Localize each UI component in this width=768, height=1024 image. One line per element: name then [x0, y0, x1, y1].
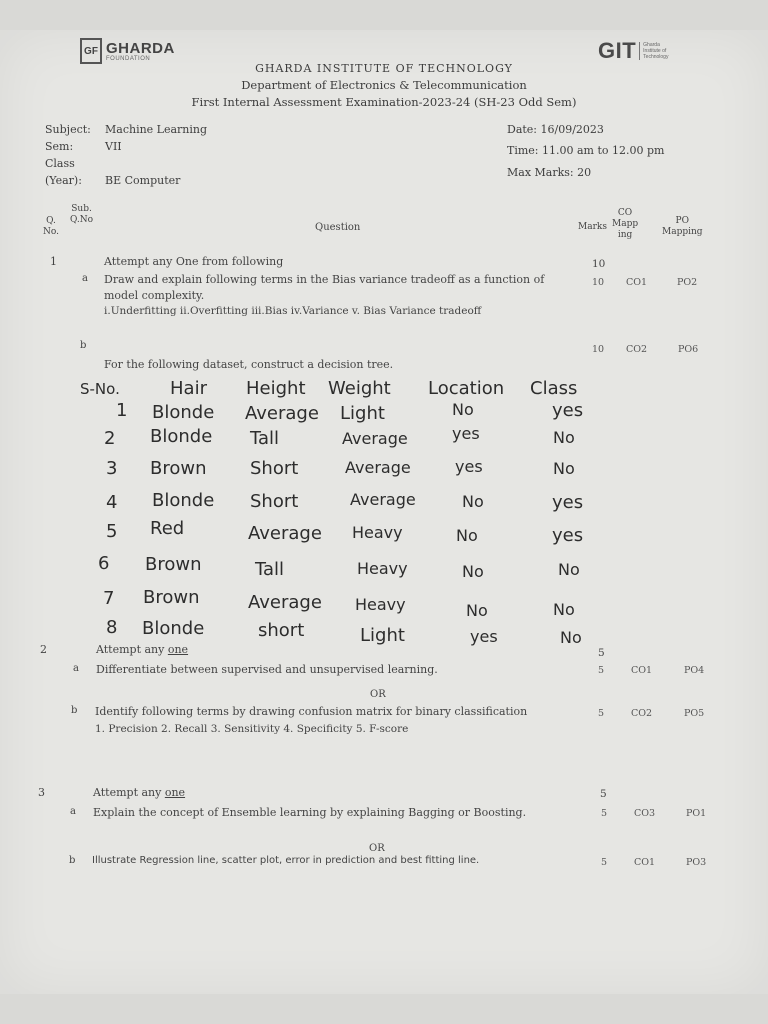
q2a-text: Differentiate between supervised and unsupervised learning. — [96, 663, 438, 676]
max-marks: Max Marks: 20 — [507, 166, 592, 179]
git-logo-sub: Gharda Institute of Technology — [639, 42, 668, 60]
dataset-cell: Average — [248, 592, 322, 613]
q3-instruction: Attempt any one — [93, 786, 186, 799]
q3b-text: Illustrate Regression line, scatter plot, error in prediction and best fitting line. — [92, 855, 480, 866]
q2b-text-line1: Identify following terms by drawing confusion matrix for binary classification — [95, 705, 528, 718]
git-logo-mark: GIT — [598, 38, 637, 63]
q1b-marks: 10 — [592, 344, 605, 355]
dataset-header-height: Height — [246, 378, 306, 399]
q1a-po: PO2 — [677, 277, 698, 288]
q2b-text-line2: 1. Precision 2. Recall 3. Sensitivity 4. Specificity 5. F-score — [95, 723, 409, 735]
class-value: BE Computer — [105, 174, 181, 187]
dataset-cell: yes — [552, 400, 584, 421]
q2-or: OR — [370, 689, 386, 700]
q1b-label: b — [80, 340, 87, 351]
q3a-co: CO3 — [634, 808, 656, 819]
dataset-cell: No — [462, 562, 484, 581]
dataset-cell: 5 — [106, 521, 118, 542]
q2b-po: PO5 — [684, 708, 705, 719]
q3-or: OR — [369, 843, 385, 854]
col-co-mapping: CO Mapp ing — [612, 208, 639, 240]
q1b-co: CO2 — [626, 344, 648, 355]
q1a-text-line2: model complexity. — [104, 289, 205, 302]
q3a-po: PO1 — [686, 808, 707, 819]
q1a-co: CO1 — [626, 277, 648, 288]
dataset-header-class: Class — [530, 378, 578, 399]
col-marks: Marks — [578, 222, 607, 232]
q1a-text-line3: i.Underfitting ii.Overfitting iii.Bias iv.Variance v. Bias Variance tradeoff — [104, 305, 482, 317]
dataset-cell: No — [553, 459, 575, 478]
dataset-cell: No — [466, 601, 488, 620]
q2-instruction: Attempt any one — [96, 643, 189, 656]
col-sub-qno: Sub. Q.No — [70, 204, 94, 225]
col-question: Question — [315, 222, 361, 233]
dataset-cell: Short — [250, 458, 299, 479]
dataset-cell: 4 — [106, 492, 118, 513]
dataset-cell: Heavy — [352, 523, 403, 542]
sem-value: VII — [105, 140, 122, 153]
q2a-label: a — [73, 663, 79, 674]
q2a-co: CO1 — [631, 665, 653, 676]
q3-number: 3 — [38, 786, 45, 799]
q1-marks: 10 — [592, 258, 606, 270]
class-label: Class — [45, 157, 75, 170]
dataset-cell: Brown — [150, 458, 207, 479]
dataset-cell: 2 — [104, 428, 116, 449]
logo-sub: FOUNDATION — [106, 55, 151, 62]
dataset-cell: Short — [250, 491, 299, 512]
dataset-cell: No — [462, 492, 484, 511]
dataset-cell: yes — [552, 525, 584, 546]
institute-name: GHARDA INSTITUTE OF TECHNOLOGY — [255, 62, 513, 75]
dataset-cell: No — [558, 560, 580, 579]
q1a-label: a — [82, 273, 88, 284]
dataset-cell: Tall — [250, 428, 280, 449]
dataset-cell: Red — [150, 518, 185, 539]
dataset-cell: Light — [360, 625, 405, 646]
dataset-cell: 1 — [116, 400, 128, 421]
q3b-po: PO3 — [686, 857, 707, 868]
department-name: Department of Electronics & Telecommunication — [241, 78, 527, 92]
q2b-label: b — [71, 705, 78, 716]
gf-logo-icon: GF — [80, 38, 102, 64]
dataset-header-sno: S-No. — [80, 380, 120, 398]
q2-number: 2 — [40, 643, 47, 656]
dataset-cell: No — [560, 628, 582, 647]
q1-number: 1 — [50, 255, 57, 268]
subject-value: Machine Learning — [105, 123, 208, 136]
dataset-cell: Brown — [145, 554, 202, 575]
dataset-cell: Blonde — [150, 426, 213, 447]
q1b-text: For the following dataset, construct a decision tree. — [104, 358, 394, 371]
q3-marks: 5 — [600, 788, 607, 800]
logo-name: GHARDA — [106, 39, 175, 57]
exam-date: Date: 16/09/2023 — [507, 123, 604, 136]
subject-line: Subject: Machine Learning — [45, 123, 208, 136]
dataset-cell: No — [553, 428, 575, 447]
q2-marks: 5 — [598, 647, 605, 659]
q2a-marks: 5 — [598, 665, 605, 676]
dataset-cell: short — [258, 620, 305, 641]
dataset-cell: yes — [470, 627, 498, 646]
dataset-cell: Average — [345, 458, 411, 477]
q1-instruction: Attempt any One from following — [104, 255, 284, 268]
git-logo — [598, 38, 668, 64]
dataset-header-location: Location — [428, 378, 505, 399]
q3b-co: CO1 — [634, 857, 656, 868]
class-line: (Year): BE Computer — [45, 174, 181, 187]
dataset-cell: Tall — [255, 559, 285, 580]
col-po-mapping: PO Mapping — [662, 216, 703, 237]
exam-time: Time: 11.00 am to 12.00 pm — [507, 144, 665, 157]
dataset-cell: 3 — [106, 458, 118, 479]
dataset-cell: No — [456, 526, 478, 545]
dataset-cell: Light — [340, 403, 385, 424]
dataset-cell: No — [452, 400, 474, 419]
exam-title: First Internal Assessment Examination-2023-24 (SH-23 Odd Sem) — [191, 95, 577, 109]
dataset-cell: Blonde — [152, 490, 215, 511]
q3b-label: b — [69, 855, 76, 866]
q1a-marks: 10 — [592, 277, 605, 288]
dataset-header-weight: Weight — [328, 378, 391, 399]
dataset-cell: Blonde — [152, 402, 215, 423]
q3b-marks: 5 — [601, 857, 608, 868]
col-qno: Q. No. — [43, 216, 59, 237]
sem-line: Sem: VII — [45, 140, 122, 153]
dataset-cell: Blonde — [142, 618, 205, 639]
q2b-co: CO2 — [631, 708, 653, 719]
q1a-text-line1: Draw and explain following terms in the Bias variance tradeoff as a function of — [104, 273, 545, 286]
dataset-cell: 7 — [103, 588, 115, 609]
dataset-cell: 8 — [106, 617, 118, 638]
dataset-cell: Average — [248, 523, 322, 544]
dataset-cell: Average — [350, 490, 416, 509]
dataset-cell: Average — [342, 429, 408, 448]
dataset-cell: No — [553, 600, 575, 619]
dataset-cell: Heavy — [355, 595, 406, 614]
q3a-marks: 5 — [601, 808, 608, 819]
q2a-po: PO4 — [684, 665, 705, 676]
q3a-label: a — [70, 806, 76, 817]
dataset-cell: yes — [552, 492, 584, 513]
dataset-cell: Average — [245, 403, 319, 424]
q1b-po: PO6 — [678, 344, 699, 355]
dataset-cell: 6 — [98, 553, 110, 574]
q3a-text: Explain the concept of Ensemble learning by explaining Bagging or Boosting. — [93, 806, 527, 819]
dataset-cell: yes — [455, 457, 483, 476]
dataset-cell: yes — [452, 424, 480, 443]
dataset-cell: Heavy — [357, 559, 408, 578]
dataset-header-hair: Hair — [170, 378, 207, 399]
dataset-cell: Brown — [143, 587, 200, 608]
q2b-marks: 5 — [598, 708, 605, 719]
